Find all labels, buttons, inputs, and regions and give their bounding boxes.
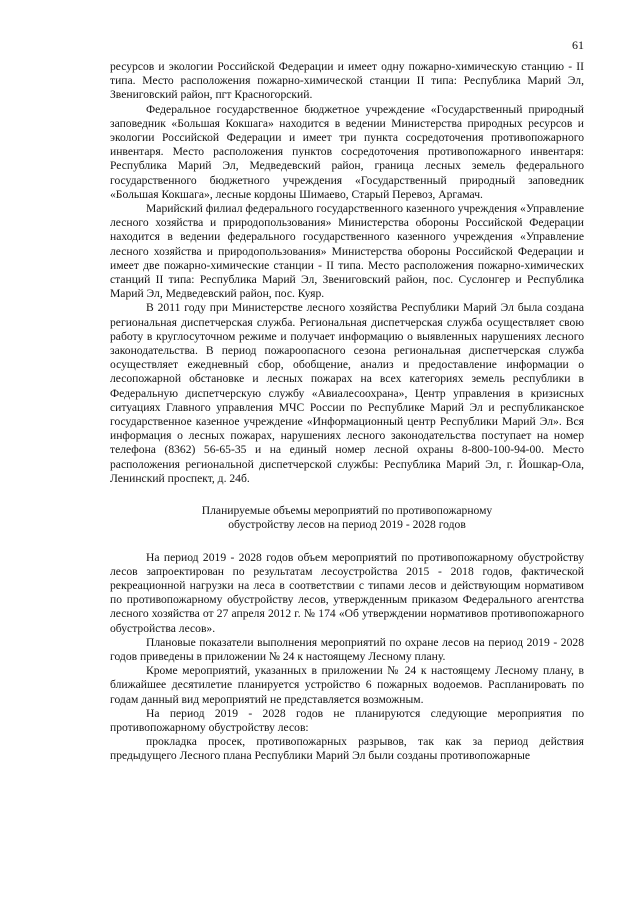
paragraph: Плановые показатели выполнения мероприятий по охране лесов на период 2019 - 2028 годов приведены в приложении № 24 к настоящему Лесному плану. [110,635,584,663]
paragraph: ресурсов и экологии Российской Федерации и имеет одну пожарно-химическую станцию - II типа. Место расположения пожарно-химической станции II типа: Республика Марий Эл, Звениговский район, пгт Красногорский. [110,60,584,102]
paragraphs-after [110,551,584,764]
paragraph: Марийский филиал федерального государственного казенного учреждения «Управление лесного хозяйства и природопользования» Министерства обороны Российской Федерации находится в ведении федерального государственного казенного учреждения «Управление лесного хозяйства и природопользования» Министерства обороны Российской Федерации и имеет две пожарно-химические станции - II типа. Место расположения пожарно-химических станций II типа: Республика Марий Эл, Звениговский район, пос. Суслонгер и Республика Марий Эл, Медведевский район, пос. Куяр. [110,202,584,301]
document-body [110,60,584,764]
section-heading-line-1: Планируемые объемы мероприятий по противопожарному [201,504,493,518]
paragraph: На период 2019 - 2028 годов не планируются следующие мероприятия по противопожарному обустройству лесов: [110,706,584,734]
paragraphs-before [110,60,584,486]
paragraph: На период 2019 - 2028 годов объем мероприятий по противопожарному обустройству лесов запроектирован по результатам лесоустройства 2015 - 2018 годов, фактической рекреационной нагрузки на леса в соответствии с типами лесов и действующим нормативом по противопожарному обустройству лесов, утвержденным приказом Федерального агентства лесного хозяйства от 27 апреля 2012 г. № 174 «Об утверждении нормативов противопожарного обустройства лесов». [110,550,584,635]
paragraph: прокладка просек, противопожарных разрывов, так как за период действия предыдущего Лесного плана Республики Марий Эл были созданы противопожарные [110,735,584,763]
page-number: 61 [572,38,584,52]
section-heading-line-2: обустройству лесов на период 2019 - 2028 годов [228,518,466,532]
paragraph: Федеральное государственное бюджетное учреждение «Государственный природный заповедник «Большая Кокшага» находится в ведении Министерства природных ресурсов и экологии Российской Федерации и имеет три пункта сосредоточения противопожарного инвентаря. Место расположения пунктов сосредоточения противопожарного инвентаря: Республика Марий Эл, Медведевский район, граница лесных земель федерального государственного бюджетного учреждения «Государственный природный заповедник «Большая Кокшага», лесные кордоны Шимаево, Старый Перевоз, Аргамач. [110,102,584,201]
section-heading [110,504,584,532]
paragraph: Кроме мероприятий, указанных в приложении № 24 к настоящему Лесному плану, в ближайшее десятилетие планируется устройство 6 пожарных водоемов. Распланировать по годам данный вид мероприятий не представляется возможным. [110,664,584,706]
paragraph: В 2011 году при Министерстве лесного хозяйства Республики Марий Эл была создана региональная диспетчерская служба. Региональная диспетчерская служба осуществляет свою работу в круглосуточном режиме и получает информацию о выявленных нарушениях лесного законодательства. В период пожароопасного сезона региональная диспетчерская служба осуществляет ежедневный сбор, обобщение, анализ и предоставление информации о лесопожарной обстановке и лесных пожарах на всех категориях земель республики в Федеральную диспетчерскую службу «Авиалесоохрана», Центр управления в кризисных ситуациях Главного управления МЧС России по Республике Марий Эл и республиканское государственное казенное учреждение «Информационный центр Республики Марий Эл». Вся информация о лесных пожарах, нарушениях лесного законодательства поступает на номер телефона (8362) 56-65-35 и на единый номер лесной охраны 8-800-100-94-00. Место расположения региональной диспетчерской службы: Республика Марий Эл, г. Йошкар-Ола, Ленинский проспект, д. 24б. [110,301,584,485]
